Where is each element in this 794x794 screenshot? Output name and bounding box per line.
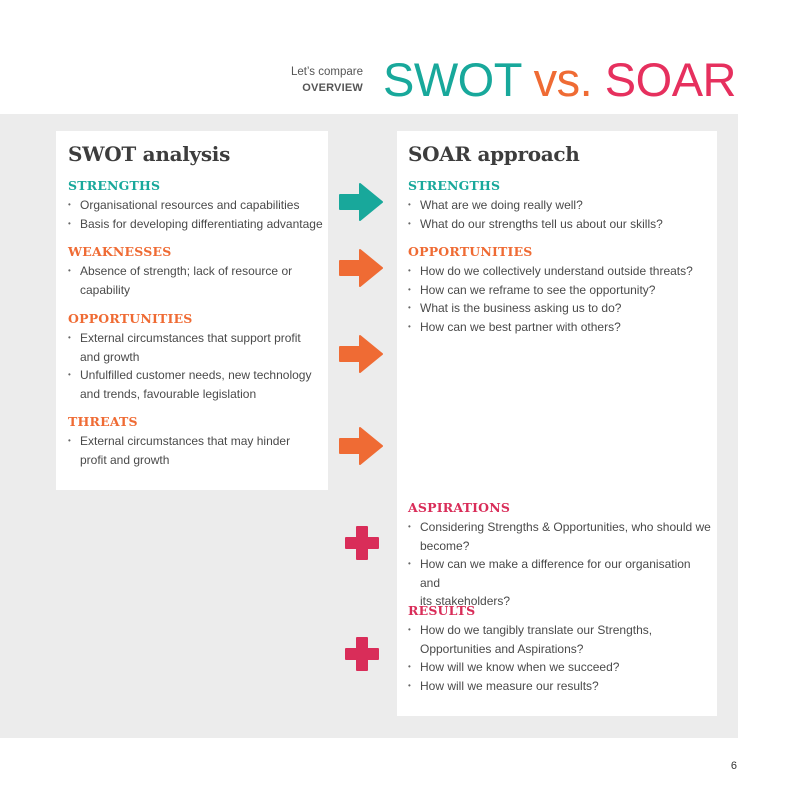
arrow-right-icon [338,333,384,375]
page-number: 6 [730,760,737,772]
list-item: • Absence of strength; lack of resource or [68,262,324,281]
list-item: • How can we best partner with others? [408,318,713,337]
swot-strengths [68,178,324,233]
arrow-right-icon [338,247,384,289]
soar-strengths [408,178,713,233]
list-item: profit and growth [80,452,170,467]
list-item: • Organisational resources and capabilities [68,196,324,215]
arrow-right-icon [338,181,384,223]
list-item: • How will we measure our results? [408,677,713,696]
arrow-right-icon [338,425,384,467]
list-item: • How can we reframe to see the opportunity? [408,281,713,300]
list-item: its stakeholders? [420,594,511,609]
list-item: become? [420,538,470,553]
header-subtitle-line1: Let’s compare [290,66,363,78]
soar-title: SOAR approach [408,142,580,166]
header-subtitle [291,64,363,96]
swot-card [56,131,328,490]
list-item: • How can we make a difference for our organisation and [408,555,713,592]
swot-opportunities [68,311,324,403]
title-soar: SOAR [604,53,736,106]
swot-opportunities-heading: OPPORTUNITIES [68,311,193,326]
swot-threats [68,414,324,469]
title-vs: vs. [533,53,593,106]
swot-title: SWOT analysis [68,142,231,166]
list-item: • What are we doing really well? [408,196,713,215]
list-item: • Basis for developing differentiating advantage [68,215,324,234]
swot-strengths-heading: STRENGTHS [68,178,161,193]
header-subtitle-line2: OVERVIEW [302,82,363,94]
list-item: • External circumstances that support profit [68,329,324,348]
soar-results-heading: RESULTS [408,603,476,618]
swot-weaknesses [68,244,324,299]
plus-icon [344,636,380,672]
list-item: and growth [80,349,140,364]
title-swot: SWOT [382,53,522,106]
list-item: Opportunities and Aspirations? [420,641,584,656]
soar-results [408,603,713,695]
swot-threats-heading: THREATS [68,414,138,429]
soar-opportunities [408,244,713,336]
header-title [383,54,736,106]
list-item: • How will we know when we succeed? [408,658,713,677]
soar-strengths-heading: STRENGTHS [408,178,501,193]
plus-icon [344,525,380,561]
list-item: • Considering Strengths & Opportunities, who should we [408,518,713,537]
soar-aspirations-heading: ASPIRATIONS [408,500,511,515]
list-item: • Unfulfilled customer needs, new technology [68,366,324,385]
page-header [291,52,736,108]
soar-aspirations [408,500,713,611]
list-item: • How do we tangibly translate our Strengths, [408,621,713,640]
list-item: capability [80,282,131,297]
soar-card [397,131,717,716]
list-item: • How do we collectively understand outside threats? [408,262,713,281]
list-item: • What is the business asking us to do? [408,299,713,318]
soar-opportunities-heading: OPPORTUNITIES [408,244,533,259]
swot-weaknesses-heading: WEAKNESSES [68,244,172,259]
list-item: • What do our strengths tell us about our skills? [408,215,713,234]
list-item: and trends, favourable legislation [80,386,257,401]
list-item: • External circumstances that may hinder [68,432,324,451]
